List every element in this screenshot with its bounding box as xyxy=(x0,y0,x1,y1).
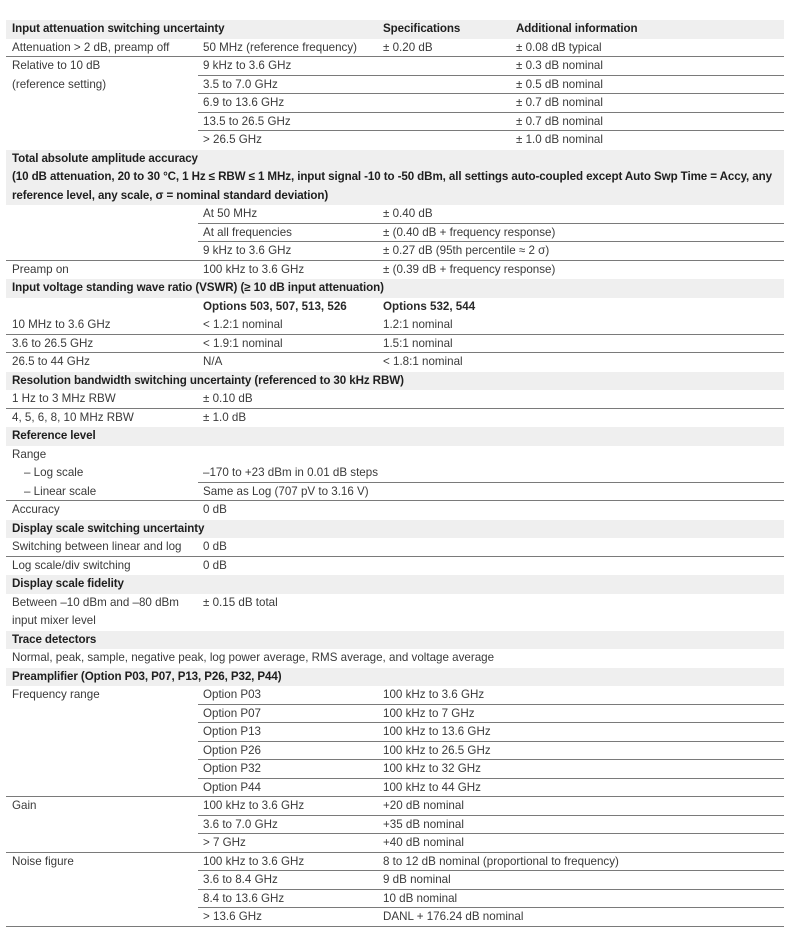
row-value: ± 0.15 dB total xyxy=(203,595,278,609)
section-title: Total absolute amplitude accuracy xyxy=(12,151,198,165)
row-value: DANL + 176.24 dB nominal xyxy=(383,910,524,923)
table-bottom-rule xyxy=(6,926,784,927)
row-label: Noise figure xyxy=(12,854,74,868)
row-spec: ± (0.39 dB + frequency response) xyxy=(383,262,556,276)
row-info: ± 0.08 dB typical xyxy=(516,40,602,54)
table-row xyxy=(6,779,784,798)
row-range: 100 kHz to 7 GHz xyxy=(383,706,475,720)
row-label: (reference setting) xyxy=(12,77,107,91)
table-row xyxy=(6,483,784,502)
row-label: Between –10 dBm and –80 dBm xyxy=(12,595,179,609)
section-header-preamplifier xyxy=(6,668,784,687)
row-value: ± 0.10 dB xyxy=(203,392,253,405)
row-option: Option P07 xyxy=(203,706,262,720)
section-title: Input attenuation switching uncertainty xyxy=(12,22,225,35)
row-range: 100 kHz to 26.5 GHz xyxy=(383,743,491,757)
row-info: ± 0.3 dB nominal xyxy=(516,59,603,72)
row-frequency: 3.5 to 7.0 GHz xyxy=(203,77,278,91)
row-option: Option P03 xyxy=(203,688,262,701)
table-row xyxy=(6,816,784,835)
section-header-vswr xyxy=(6,279,784,298)
section-header-display-switching xyxy=(6,520,784,539)
row-value: 9 dB nominal xyxy=(383,873,451,886)
section-title: Preamplifier (Option P03, P07, P13, P26, P32, P44) xyxy=(12,669,282,683)
row-label: 4, 5, 6, 8, 10 MHz RBW xyxy=(12,410,134,424)
row-option: Option P32 xyxy=(203,762,262,775)
row-value: 8 to 12 dB nominal (proportional to frequency) xyxy=(383,854,619,868)
table-row xyxy=(6,742,784,761)
row-value: Same as Log (707 pV to 3.16 V) xyxy=(203,484,369,498)
conditions-text: (10 dB attenuation, 20 to 30 °C, 1 Hz ≤ RBW ≤ 1 MHz, input signal -10 to -50 dBm, all settings auto-coupled except Auto Swp Time = Accy, any reference level, any scale, σ = nominal standard deviation) xyxy=(12,170,772,202)
section-conditions xyxy=(6,168,784,205)
section-header-attenuation xyxy=(6,20,784,39)
section-title: Resolution bandwidth switching uncertainty (referenced to 30 kHz RBW) xyxy=(12,373,404,387)
section-title: Reference level xyxy=(12,429,96,442)
row-value-b: < 1.8:1 nominal xyxy=(383,355,463,368)
row-info: ± 1.0 dB nominal xyxy=(516,133,603,146)
table-row xyxy=(6,797,784,816)
table-row xyxy=(6,501,784,520)
row-label: – Log scale xyxy=(24,466,84,479)
row-label: Accuracy xyxy=(12,503,60,516)
section-header-total-accuracy xyxy=(6,150,784,169)
row-value-b: 1.5:1 nominal xyxy=(383,336,453,350)
row-label: Attenuation > 2 dB, preamp off xyxy=(12,40,170,54)
table-row xyxy=(6,705,784,724)
detectors-text: Normal, peak, sample, negative peak, log power average, RMS average, and voltage average xyxy=(12,651,495,664)
row-spec: ± (0.40 dB + frequency response) xyxy=(383,225,556,239)
row-frequency: 26.5 to 44 GHz xyxy=(12,355,90,368)
row-range: 100 kHz to 44 GHz xyxy=(383,780,481,794)
row-range: 100 kHz to 3.6 GHz xyxy=(383,688,485,701)
row-value-a: < 1.9:1 nominal xyxy=(203,336,283,350)
row-frequency: 100 kHz to 3.6 GHz xyxy=(203,262,305,276)
row-value-b: 1.2:1 nominal xyxy=(383,318,453,331)
row-label: Preamp on xyxy=(12,262,69,276)
row-frequency: At 50 MHz xyxy=(203,207,258,220)
row-value: –170 to +23 dBm in 0.01 dB steps xyxy=(203,466,378,479)
row-value-a: N/A xyxy=(203,355,223,368)
table-row xyxy=(6,649,784,668)
row-range: 100 kHz to 13.6 GHz xyxy=(383,725,491,738)
row-frequency: 3.6 to 7.0 GHz xyxy=(203,817,278,831)
table-row xyxy=(6,131,784,150)
section-header-rbw xyxy=(6,372,784,391)
row-value-a: < 1.2:1 nominal xyxy=(203,318,283,331)
row-info: ± 0.7 dB nominal xyxy=(516,114,603,128)
section-header-trace-detectors xyxy=(6,631,784,650)
column-header-options-b: Options 532, 544 xyxy=(383,299,476,313)
row-frequency: 3.6 to 8.4 GHz xyxy=(203,873,278,886)
row-frequency: 100 kHz to 3.6 GHz xyxy=(203,854,305,868)
row-label: Log scale/div switching xyxy=(12,558,131,572)
table-row xyxy=(6,760,784,779)
row-frequency: 13.5 to 26.5 GHz xyxy=(203,114,291,128)
row-option: Option P44 xyxy=(203,780,262,794)
spec-table xyxy=(6,20,784,927)
section-title: Input voltage standing wave ratio (VSWR) (≥ 10 dB input attenuation) xyxy=(12,281,384,294)
row-label: – Linear scale xyxy=(24,484,97,498)
row-info: ± 0.7 dB nominal xyxy=(516,96,603,109)
row-label: Switching between linear and log xyxy=(12,540,182,553)
section-title: Trace detectors xyxy=(12,632,97,646)
row-frequency: > 26.5 GHz xyxy=(203,133,262,146)
table-row xyxy=(6,113,784,132)
row-value: 0 dB xyxy=(203,540,227,553)
table-row xyxy=(6,834,784,853)
row-value: 10 dB nominal xyxy=(383,891,458,905)
row-frequency: 10 MHz to 3.6 GHz xyxy=(12,318,111,331)
table-row xyxy=(6,446,784,465)
table-row xyxy=(6,594,784,613)
row-value: ± 1.0 dB xyxy=(203,410,247,424)
table-row xyxy=(6,686,784,705)
table-row xyxy=(6,57,784,76)
row-option: Option P26 xyxy=(203,743,262,757)
row-frequency: 9 kHz to 3.6 GHz xyxy=(203,59,292,72)
table-row xyxy=(6,353,784,372)
row-frequency: 6.9 to 13.6 GHz xyxy=(203,96,285,109)
row-label: Frequency range xyxy=(12,688,100,701)
row-frequency: 3.6 to 26.5 GHz xyxy=(12,336,94,350)
table-row xyxy=(6,316,784,335)
table-row xyxy=(6,261,784,280)
row-value: 0 dB xyxy=(203,503,227,516)
row-frequency: > 7 GHz xyxy=(203,836,246,849)
section-header-reference-level xyxy=(6,427,784,446)
row-option: Option P13 xyxy=(203,725,262,738)
section-title: Display scale switching uncertainty xyxy=(12,521,205,535)
row-info: ± 0.5 dB nominal xyxy=(516,77,603,91)
row-frequency: 9 kHz to 3.6 GHz xyxy=(203,244,292,257)
row-spec: ± 0.20 dB xyxy=(383,40,433,54)
section-header-display-fidelity xyxy=(6,575,784,594)
table-row xyxy=(6,94,784,113)
table-row xyxy=(6,890,784,909)
table-row xyxy=(6,76,784,95)
column-header-options-a: Options 503, 507, 513, 526 xyxy=(203,299,347,313)
table-row xyxy=(6,205,784,224)
table-row xyxy=(6,464,784,483)
row-frequency: 50 MHz (reference frequency) xyxy=(203,40,358,54)
table-row xyxy=(6,557,784,576)
column-header-specifications: Specifications xyxy=(383,22,461,35)
row-label: Range xyxy=(12,447,47,461)
table-row xyxy=(6,871,784,890)
row-label: Relative to 10 dB xyxy=(12,59,101,72)
table-row xyxy=(6,908,784,927)
table-row xyxy=(6,39,784,58)
table-row xyxy=(6,853,784,872)
row-spec: ± 0.27 dB (95th percentile ≈ 2 σ) xyxy=(383,244,550,257)
row-frequency: 8.4 to 13.6 GHz xyxy=(203,891,285,905)
table-row xyxy=(6,335,784,354)
row-value: 0 dB xyxy=(203,558,227,572)
row-label: 1 Hz to 3 MHz RBW xyxy=(12,392,116,405)
table-row xyxy=(6,538,784,557)
table-row xyxy=(6,409,784,428)
row-value: +20 dB nominal xyxy=(383,799,464,812)
row-spec: ± 0.40 dB xyxy=(383,207,433,220)
column-header-additional-info: Additional information xyxy=(516,22,638,35)
table-row xyxy=(6,612,784,631)
section-title: Display scale fidelity xyxy=(12,577,124,590)
row-label: input mixer level xyxy=(12,614,96,627)
row-range: 100 kHz to 32 GHz xyxy=(383,762,481,775)
row-value: +40 dB nominal xyxy=(383,836,464,849)
row-label: Gain xyxy=(12,799,37,812)
table-subheader xyxy=(6,298,784,317)
table-row xyxy=(6,723,784,742)
table-row xyxy=(6,242,784,261)
row-frequency: > 13.6 GHz xyxy=(203,910,262,923)
row-frequency: 100 kHz to 3.6 GHz xyxy=(203,799,305,812)
row-value: +35 dB nominal xyxy=(383,817,464,831)
table-row xyxy=(6,390,784,409)
row-frequency: At all frequencies xyxy=(203,225,292,239)
table-row xyxy=(6,224,784,243)
